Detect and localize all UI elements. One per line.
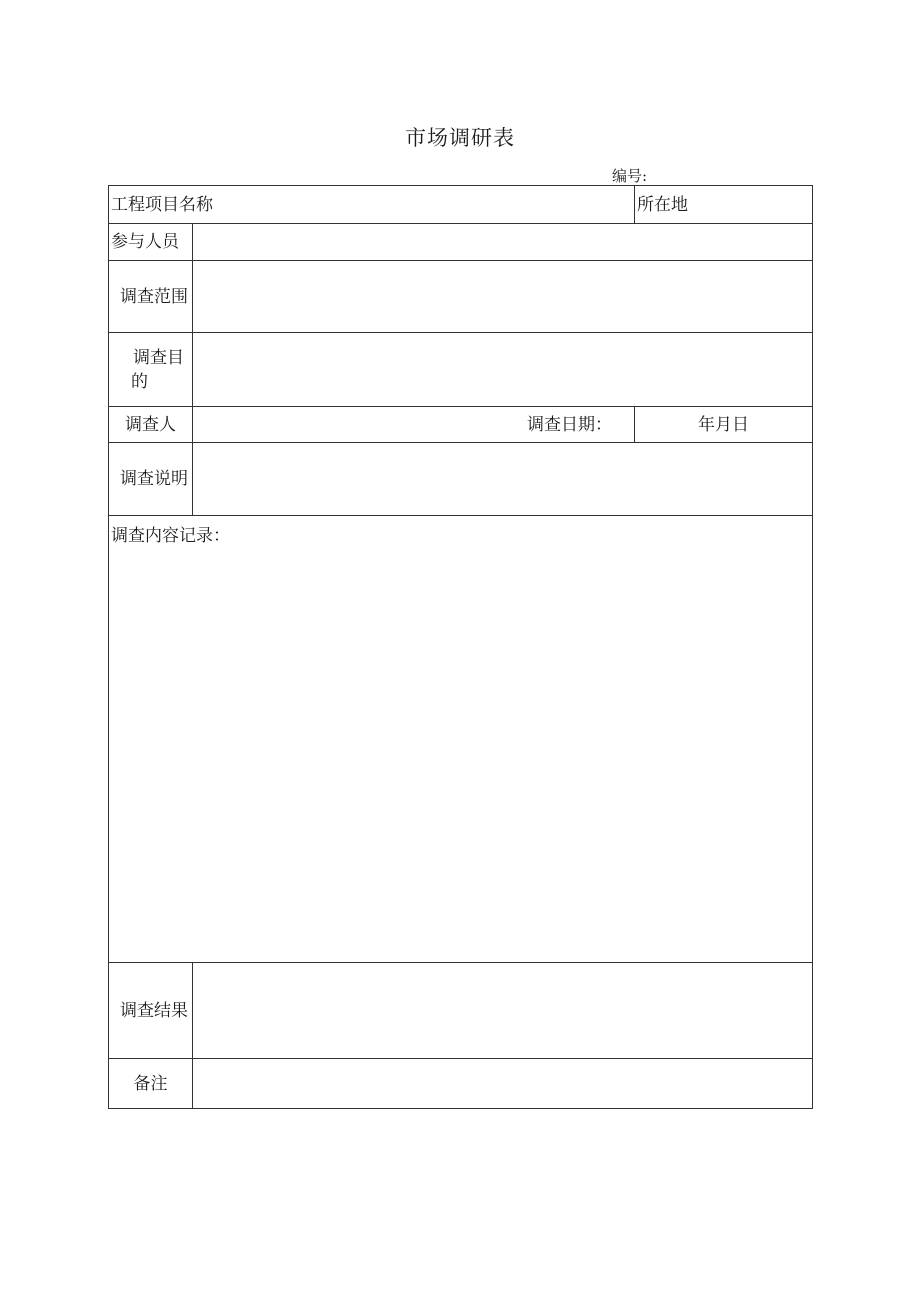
- project-name-label: 工程项目名称: [109, 186, 635, 224]
- row-project-name: [109, 186, 813, 224]
- participants-field[interactable]: [193, 224, 813, 261]
- row-result: [109, 963, 813, 1059]
- serial-number-label: 编号:: [612, 167, 648, 185]
- scope-label: 调查范围: [109, 261, 193, 333]
- remarks-label: 备注: [109, 1059, 193, 1109]
- row-remarks: [109, 1059, 813, 1109]
- description-label: 调查说明: [109, 443, 193, 516]
- purpose-label-line2: 的: [131, 371, 148, 392]
- location-label: 所在地: [635, 186, 813, 224]
- row-description: [109, 443, 813, 516]
- purpose-label-line1: 调查目: [133, 347, 184, 368]
- purpose-field[interactable]: [193, 333, 813, 407]
- scope-field[interactable]: [193, 261, 813, 333]
- document-title: 市场调研表: [405, 126, 515, 150]
- survey-date-label: 调查日期：: [193, 407, 635, 443]
- survey-date-field[interactable]: 年月日: [635, 407, 813, 443]
- content-record-field[interactable]: [109, 516, 813, 963]
- result-label: 调查结果: [109, 963, 193, 1059]
- participants-label: 参与人员: [109, 224, 193, 261]
- row-purpose: [109, 333, 813, 407]
- survey-form-table: [108, 185, 813, 1109]
- row-participants: [109, 224, 813, 261]
- content-record-label: 调查内容记录：: [111, 526, 230, 546]
- description-field[interactable]: [193, 443, 813, 516]
- row-content-record: [109, 516, 813, 963]
- investigator-label: 调查人: [109, 407, 193, 443]
- row-scope: [109, 261, 813, 333]
- row-investigator: [109, 407, 813, 443]
- purpose-label: [109, 333, 193, 407]
- remarks-field[interactable]: [193, 1059, 813, 1109]
- result-field[interactable]: [193, 963, 813, 1059]
